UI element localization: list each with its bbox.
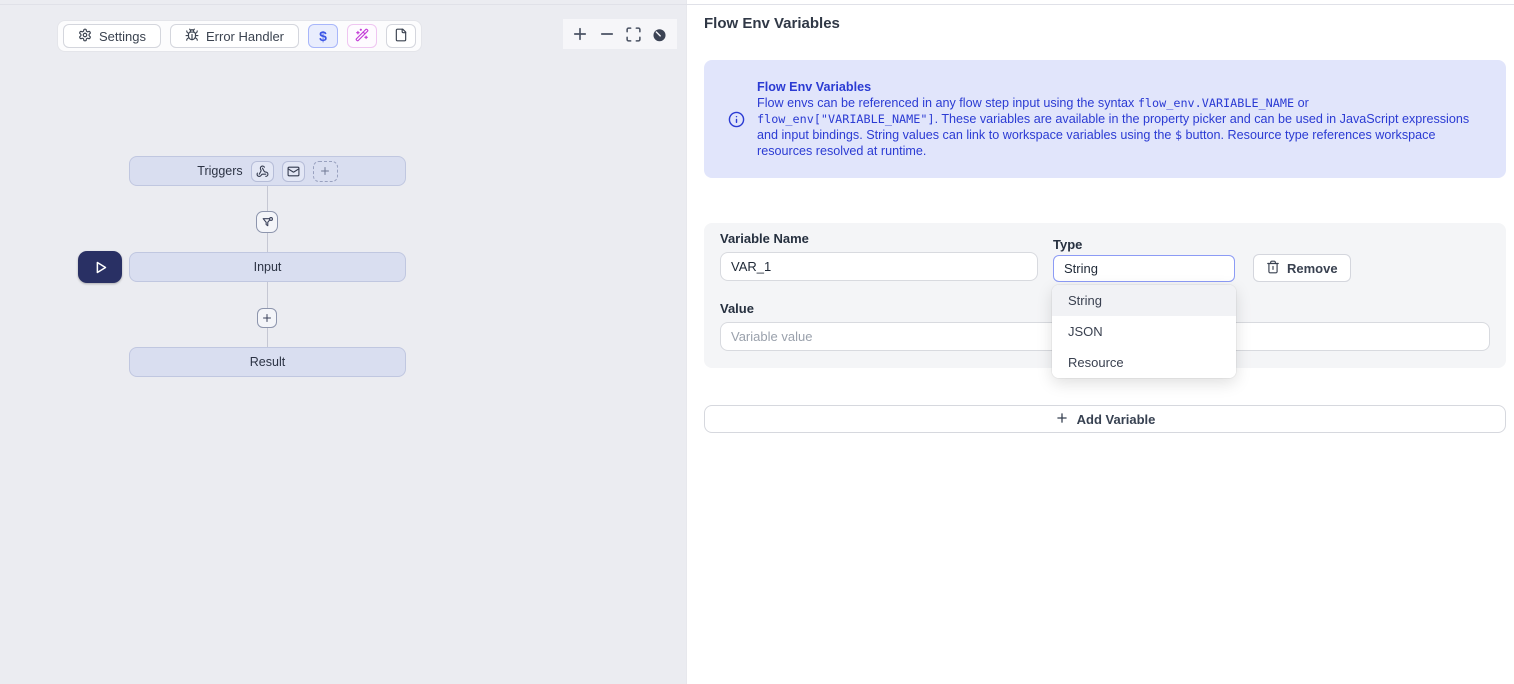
triggers-node[interactable] bbox=[129, 156, 406, 186]
code-flow-env-dot: flow_env.VARIABLE_NAME bbox=[1137, 96, 1295, 110]
gear-icon bbox=[78, 28, 92, 45]
info-alert-text bbox=[757, 79, 1480, 159]
document-icon bbox=[394, 28, 408, 45]
type-dropdown-menu bbox=[1052, 285, 1236, 378]
zoom-in-button[interactable] bbox=[570, 24, 590, 44]
wand-icon bbox=[355, 28, 369, 45]
trash-icon bbox=[1266, 260, 1280, 277]
type-select[interactable] bbox=[1053, 255, 1235, 282]
info-alert-body: Flow envs can be referenced in any flow step input using the syntax flow_env.VARIABLE_NAME or flow_env["VARIABLE_NAME"]. These variables are available in the property picker and can be used in JavaScript expressions and input bindings. String values can link to workspace variables using the $ button. Resource type references workspace resources resolved at runtime. bbox=[757, 96, 1470, 158]
export-flow-button[interactable] bbox=[386, 24, 416, 48]
plus-icon bbox=[319, 165, 331, 177]
input-node-label: Input bbox=[253, 260, 282, 274]
fit-view-button[interactable] bbox=[623, 24, 643, 44]
result-node[interactable] bbox=[129, 347, 406, 377]
theme-toggle-icon[interactable] bbox=[650, 24, 670, 44]
code-flow-env-bracket: flow_env["VARIABLE_NAME"] bbox=[757, 112, 935, 126]
dropdown-option-string[interactable]: String bbox=[1052, 285, 1236, 316]
dollar-icon: $ bbox=[319, 28, 327, 44]
flow-canvas[interactable] bbox=[0, 0, 686, 684]
remove-variable-button[interactable] bbox=[1253, 254, 1351, 282]
dropdown-option-json[interactable]: JSON bbox=[1052, 316, 1236, 347]
error-handler-button[interactable] bbox=[170, 24, 299, 48]
ai-wand-button[interactable] bbox=[347, 24, 377, 48]
add-variable-label: Add Variable bbox=[1076, 411, 1156, 427]
variable-name-input[interactable] bbox=[720, 252, 1038, 281]
add-variable-button[interactable] bbox=[704, 405, 1506, 433]
plus-icon bbox=[1055, 411, 1069, 428]
mail-icon bbox=[287, 165, 300, 178]
page-title: Flow Env Variables bbox=[704, 15, 840, 32]
filter-icon bbox=[261, 216, 274, 229]
webhook-icon bbox=[256, 165, 269, 178]
variable-name-label: Variable Name bbox=[720, 231, 809, 246]
type-label: Type bbox=[1053, 237, 1083, 252]
info-alert bbox=[704, 60, 1506, 178]
preprocessor-filter-node[interactable] bbox=[256, 211, 278, 233]
run-flow-button[interactable] bbox=[78, 251, 122, 283]
plus-icon bbox=[261, 312, 273, 324]
flow-env-variables-panel bbox=[686, 0, 1514, 684]
zoom-out-button[interactable] bbox=[597, 24, 617, 44]
triggers-node-label: Triggers bbox=[197, 164, 243, 178]
flow-toolbar bbox=[57, 20, 422, 52]
add-trigger-button[interactable] bbox=[313, 161, 338, 182]
remove-button-label: Remove bbox=[1287, 260, 1338, 276]
workspace-variables-button[interactable] bbox=[308, 24, 338, 48]
dropdown-option-resource[interactable]: Resource bbox=[1052, 347, 1236, 378]
result-node-label: Result bbox=[249, 355, 286, 369]
webhook-trigger-button[interactable] bbox=[251, 161, 274, 182]
code-dollar: $ bbox=[1174, 128, 1183, 142]
add-step-button[interactable] bbox=[257, 308, 277, 328]
play-icon bbox=[93, 260, 108, 275]
top-divider bbox=[0, 4, 1514, 5]
settings-button[interactable] bbox=[63, 24, 161, 48]
canvas-zoom-controls bbox=[563, 19, 677, 49]
info-icon bbox=[728, 111, 745, 128]
email-trigger-button[interactable] bbox=[282, 161, 305, 182]
type-select-value: String bbox=[1064, 261, 1098, 276]
settings-label: Settings bbox=[99, 28, 146, 44]
error-handler-label: Error Handler bbox=[205, 28, 285, 44]
info-alert-title: Flow Env Variables bbox=[757, 80, 872, 94]
input-node[interactable] bbox=[129, 252, 406, 282]
value-label: Value bbox=[720, 301, 754, 316]
bug-icon bbox=[185, 28, 199, 45]
